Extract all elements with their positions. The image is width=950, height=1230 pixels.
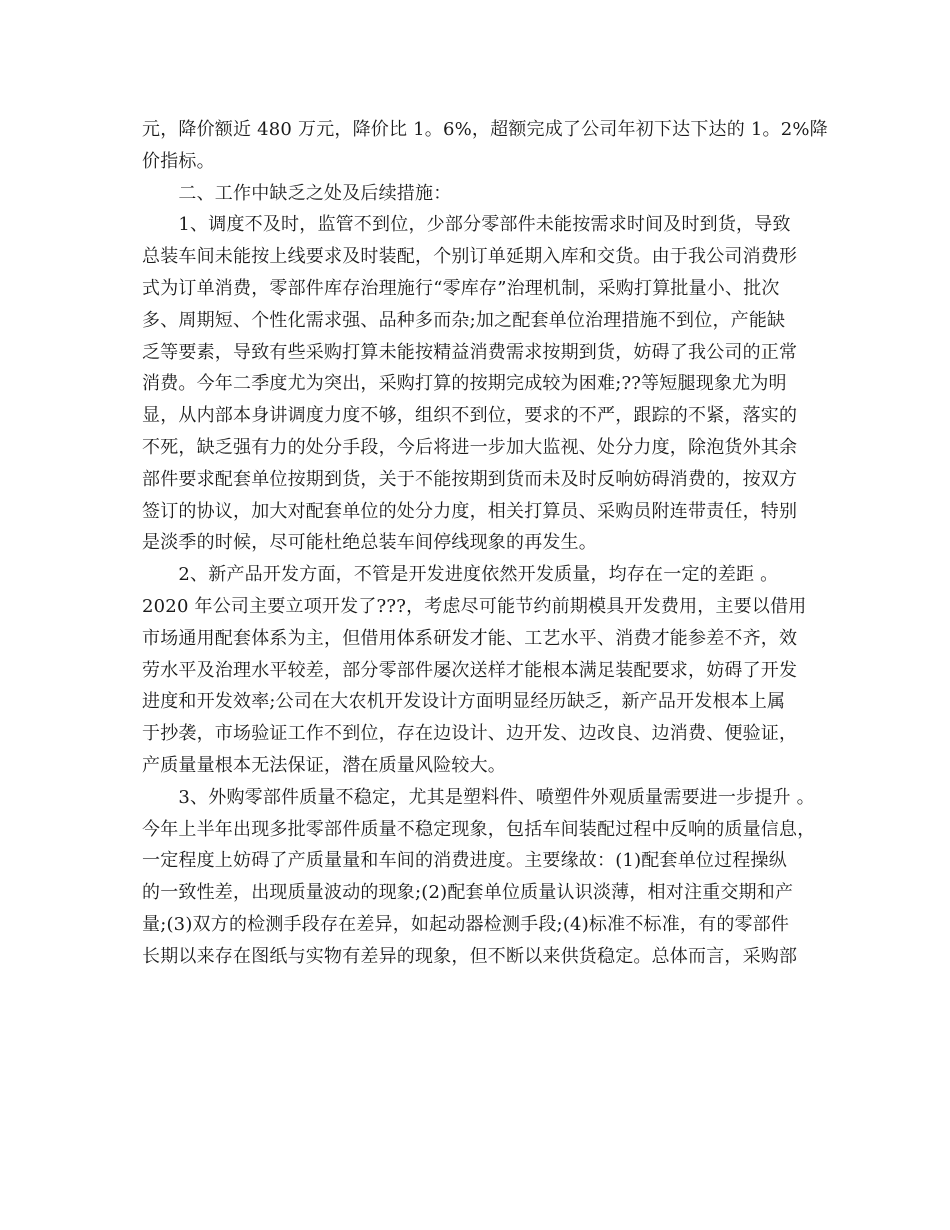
text-line: 3、外购零部件质量不稳定，尤其是塑料件、喷塑件外观质量需要进一步提升 。 — [142, 786, 815, 808]
document-body — [142, 114, 828, 973]
text-line: 今年上半年出现多批零部件质量不稳定现象，包括车间装配过程中反响的质量信息， — [142, 818, 816, 840]
text-line: 量;(3)双方的检测手段存在差异，如起动器检测手段;(4)标准不标准，有的零部件 — [142, 913, 790, 935]
text-line: 2、新产品开发方面，不管是开发进度依然开发质量，均存在一定的差距 。 — [142, 564, 779, 586]
text-line: 2020 年公司主要立项开发了???，考虑尽可能节约前期模具开发费用，主要以借用 — [142, 595, 807, 617]
text-line: 签订的协议，加大对配套单位的处分力度，相关打算员、采购员附连带责任，特别 — [142, 500, 798, 522]
text-line: 式为订单消费，零部件库存治理施行“零库存”治理机制，采购打算批量小、批次 — [142, 277, 780, 299]
text-line: 长期以来存在图纸与实物有差异的现象，但不断以来供货稳定。总体而言，采购部 — [142, 945, 798, 967]
text-line: 乏等要素，导致有些采购打算未能按精益消费需求按期到货，妨碍了我公司的正常 — [142, 341, 798, 363]
text-line: 显，从内部本身讲调度力度不够，组织不到位，要求的不严，跟踪的不紧，落实的 — [142, 405, 798, 427]
text-line: 市场通用配套体系为主，但借用体系研发才能、工艺水平、消费才能参差不齐，效 — [142, 627, 798, 649]
text-line: 的一致性差，出现质量波动的现象;(2)配套单位质量认识淡薄，相对注重交期和产 — [142, 882, 794, 904]
text-line: 进度和开发效率;公司在大农机开发设计方面明显经历缺乏，新产品开发根本上属 — [142, 691, 786, 713]
text-line: 一定程度上妨碍了产质量量和车间的消费进度。主要缘故：(1)配套单位过程操纵 — [142, 850, 787, 872]
text-line: 不死，缺乏强有力的处分手段，今后将进一步加大监视、处分力度，除泡货外其余 — [142, 436, 798, 458]
text-line: 1、调度不及时，监管不到位，少部分零部件未能按需求时间及时到货，导致 — [142, 214, 791, 236]
text-line: 消费。今年二季度尤为突出，采购打算的按期完成较为困难;??等短腿现象尤为明 — [142, 373, 787, 395]
text-line: 价指标。 — [142, 150, 215, 172]
text-line: 元，降价额近 480 万元，降价比 1。6%，超额完成了公司年初下达下达的 1。2%降 — [142, 119, 828, 140]
section-heading: 二、工作中缺乏之处及后续措施： — [142, 182, 452, 204]
text-line: 产质量量根本无法保证，潜在质量风险较大。 — [142, 754, 506, 776]
text-line: 多、周期短、个性化需求强、品种多而杂;加之配套单位治理措施不到位，产能缺 — [142, 309, 786, 331]
text-line: 总装车间未能按上线要求及时装配，个别订单延期入库和交货。由于我公司消费形 — [142, 246, 798, 268]
text-line: 劳水平及治理水平较差，部分零部件屡次送样才能根本满足装配要求，妨碍了开发 — [142, 659, 798, 681]
text-line: 是淡季的时候，尽可能杜绝总装车间停线现象的再发生。 — [142, 532, 597, 554]
text-line: 部件要求配套单位按期到货，关于不能按期到货而未及时反响妨碍消费的，按双方 — [142, 468, 798, 490]
text-line: 于抄袭，市场验证工作不到位，存在边设计、边开发、边改良、边消费、便验证， — [142, 723, 798, 745]
